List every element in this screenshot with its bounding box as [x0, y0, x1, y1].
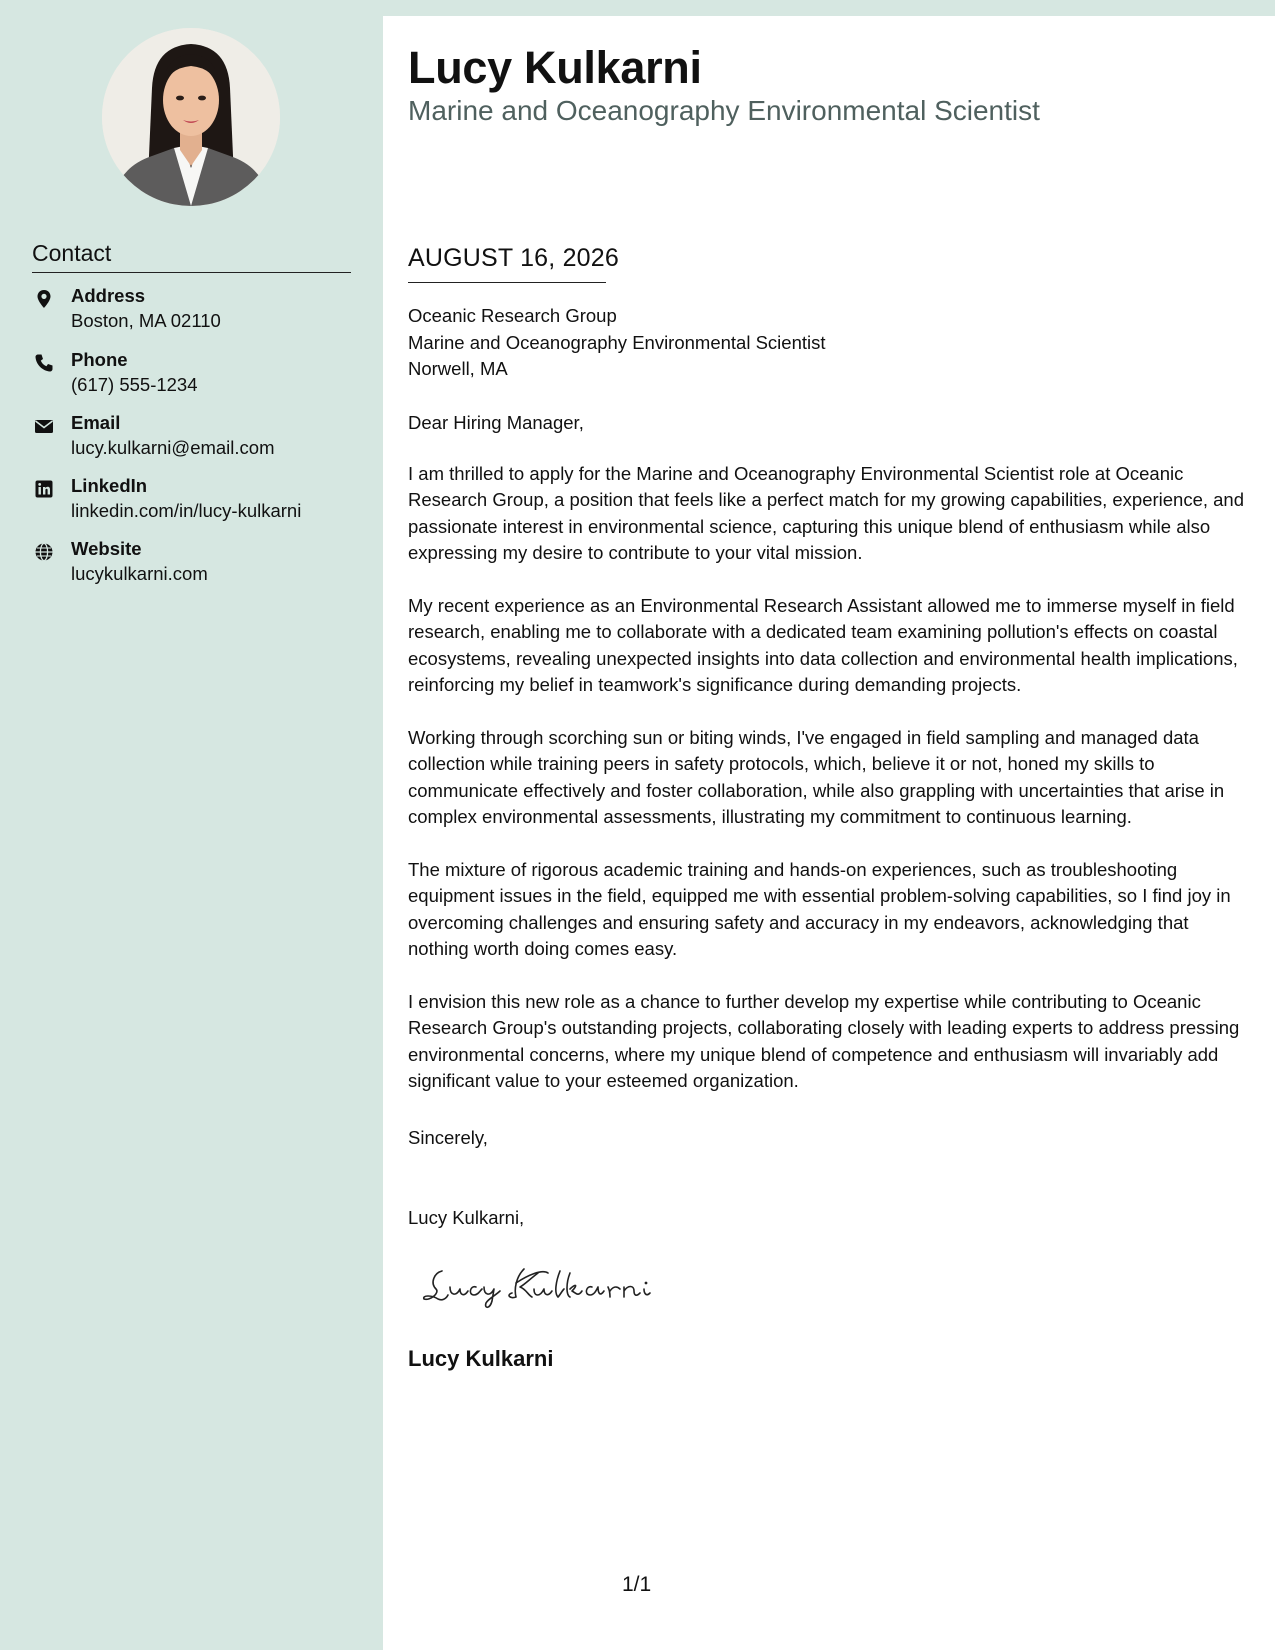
phone-label: Phone — [71, 349, 128, 370]
phone-icon — [34, 353, 54, 373]
contact-website — [32, 538, 372, 590]
address-value: Boston, MA 02110 — [71, 310, 221, 331]
contact-heading: Contact — [32, 240, 112, 266]
letter-paragraph: I envision this new role as a chance to further develop my expertise while contributing to Oceanic Research Group's outstanding projects, collaborating closely with leading experts to address pressing environmental concerns, where my unique blend of competence and enthusiasm will invariably add significant value to your esteemed organization. — [408, 991, 1240, 1092]
contact-divider — [32, 272, 351, 273]
letter-paragraph: Working through scorching sun or biting winds, I've engaged in field sampling and managed data collection while training peers in safety protocols, which, believe it or not, honed my skills to communicate effectively and foster collaboration, while also grappling with uncertainties that arise in complex environmental assessments, illustrating my commitment to continuous learning. — [408, 727, 1225, 828]
globe-icon — [34, 542, 54, 562]
profile-photo — [102, 28, 280, 206]
phone-value: (617) 555-1234 — [71, 374, 198, 395]
address-label: Address — [71, 285, 146, 306]
linkedin-value[interactable]: linkedin.com/in/lucy-kulkarni — [71, 500, 302, 521]
contact-linkedin — [32, 475, 372, 527]
applicant-name: Lucy Kulkarni — [408, 42, 702, 93]
closing: Sincerely, — [408, 1127, 488, 1148]
portrait-illustration — [102, 28, 280, 206]
signer-name: Lucy Kulkarni — [408, 1346, 554, 1371]
page-number: 1/1 — [622, 1573, 652, 1596]
letter-date: AUGUST 16, 2026 — [408, 244, 619, 272]
handwritten-signature — [420, 1255, 660, 1315]
letter-paragraph: I am thrilled to apply for the Marine and Oceanography Environmental Scientist role at Oceanic Research Group, a position that feels like a perfect match for my growing capabilities, experience, and passionate interest in environmental science, capturing this unique blend of enthusiasm while also expressing my desire to contribute to your vital mission. — [408, 463, 1245, 564]
envelope-icon — [34, 416, 54, 436]
greeting: Dear Hiring Manager, — [408, 412, 584, 433]
closing-name: Lucy Kulkarni, — [408, 1207, 525, 1228]
letter-paragraph: My recent experience as an Environmental Research Assistant allowed me to immerse myself in field research, enabling me to collaborate with a dedicated team examining pollution's effects on coastal ecosystems, revealing unexpected insights into data collection and environmental health implications, reinforcing my belief in teamwork's significance during demanding projects. — [408, 595, 1238, 696]
recipient-location: Norwell, MA — [408, 358, 508, 379]
recipient-position: Marine and Oceanography Environmental Scientist — [408, 331, 826, 353]
letter-paragraph: The mixture of rigorous academic training and hands-on experiences, such as troubleshooting equipment issues in the field, equipped me with essential problem-solving capabilities, so I find joy in overcoming challenges and ensuring safety and accuracy in my endeavors, acknowledging that nothing worth doing comes easy. — [408, 859, 1231, 960]
contact-address — [32, 285, 372, 337]
contact-email — [32, 412, 372, 464]
date-underline — [408, 282, 606, 283]
email-label: Email — [71, 412, 121, 433]
linkedin-icon — [34, 479, 54, 499]
contact-phone — [32, 349, 372, 401]
website-label: Website — [71, 538, 142, 559]
email-value[interactable]: lucy.kulkarni@email.com — [71, 437, 275, 458]
recipient-company: Oceanic Research Group — [408, 305, 617, 326]
linkedin-label: LinkedIn — [71, 475, 148, 496]
website-value[interactable]: lucykulkarni.com — [71, 563, 208, 584]
location-pin-icon — [34, 289, 54, 309]
applicant-title: Marine and Oceanography Environmental Scientist — [408, 95, 1040, 126]
recipient-block — [408, 303, 826, 383]
